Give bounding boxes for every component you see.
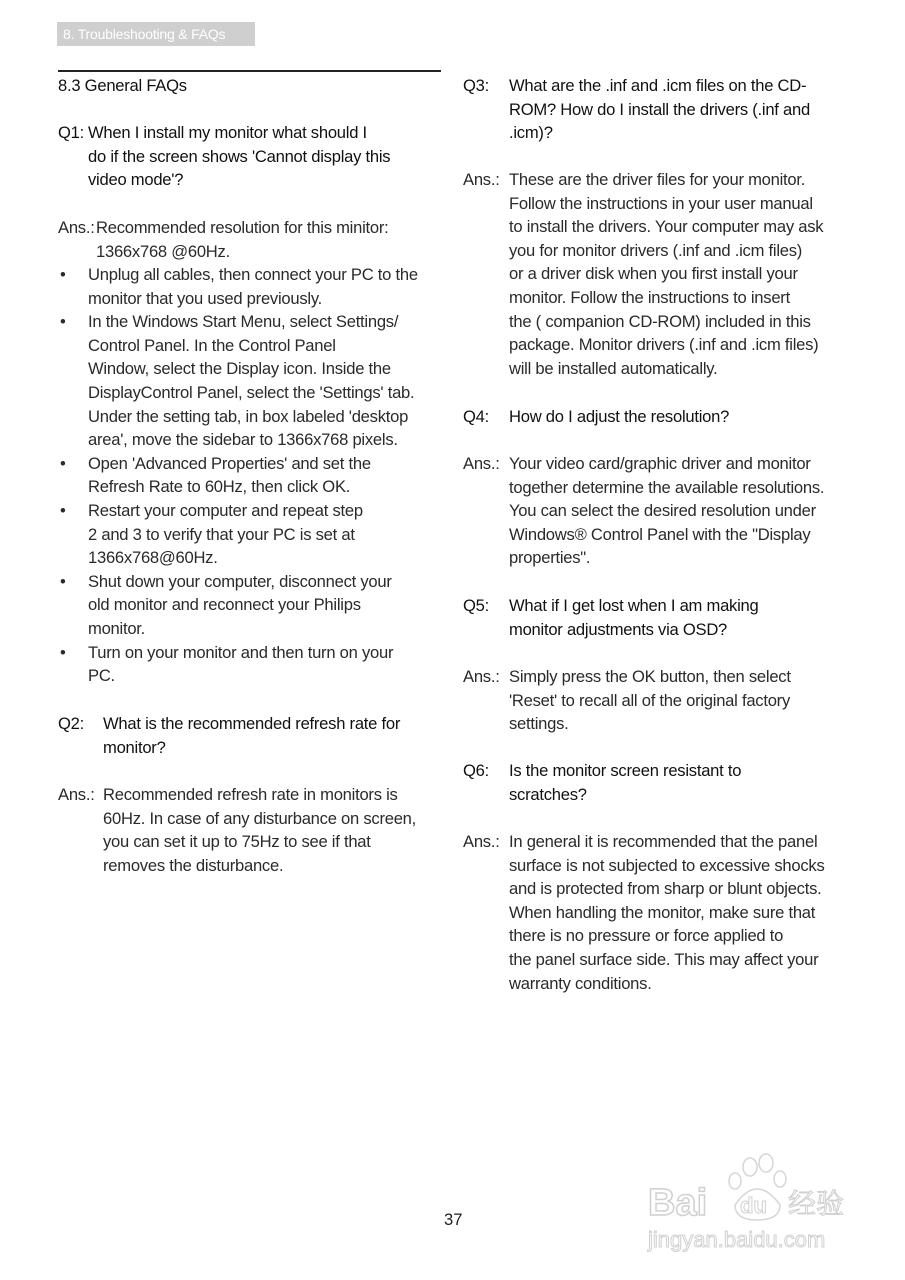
- heading-rule: [58, 70, 441, 72]
- a5-line: Simply press the OK button, then select: [509, 667, 791, 686]
- q3-label: Q3:: [463, 76, 489, 95]
- q2: [58, 712, 400, 759]
- bullet-line: Refresh Rate to 60Hz, then click OK.: [88, 477, 351, 497]
- bullet-icon: •: [60, 500, 66, 520]
- bullet-item: [60, 641, 418, 688]
- q3-line: .icm)?: [509, 123, 553, 143]
- q4-line: How do I adjust the resolution?: [509, 407, 730, 426]
- bullet-line: PC.: [88, 666, 115, 686]
- a3-label: Ans.:: [463, 170, 500, 189]
- q1-line: When I install my monitor what should I: [88, 123, 367, 142]
- a3-line: to install the drivers. Your computer may ask: [509, 217, 824, 237]
- a6: [463, 830, 825, 995]
- a3: [463, 168, 823, 380]
- svg-text:du: du: [740, 1193, 767, 1218]
- q6-line: Is the monitor screen resistant to: [509, 761, 742, 780]
- q3-line: What are the .inf and .icm files on the CD-: [509, 76, 807, 95]
- bullet-line: 2 and 3 to verify that your PC is set at: [88, 524, 355, 544]
- svg-text:Bai: Bai: [648, 1182, 708, 1224]
- a3-line: Follow the instructions in your user manual: [509, 193, 813, 213]
- a2-line: you can set it up to 75Hz to see if that: [103, 832, 371, 852]
- bullet-line: 1366x768@60Hz.: [88, 548, 218, 568]
- page-number: 37: [444, 1210, 463, 1229]
- a1-bullet-list: [60, 263, 418, 688]
- bullet-line: In the Windows Start Menu, select Settings/: [88, 312, 399, 332]
- bullet-line: monitor.: [88, 618, 146, 638]
- bullet-line: Turn on your monitor and then turn on your: [88, 642, 394, 662]
- a5-line: settings.: [509, 714, 569, 734]
- q4-label: Q4:: [463, 407, 489, 426]
- a5-label: Ans.:: [463, 667, 500, 686]
- a3-line: These are the driver files for your monitor.: [509, 170, 806, 189]
- q3-line: ROM? How do I install the drivers (.inf and: [509, 99, 810, 119]
- bullet-line: monitor that you used previously.: [88, 288, 323, 308]
- a4-line: together determine the available resolutions.: [509, 477, 825, 497]
- a2-line: removes the disturbance.: [103, 855, 284, 875]
- bullet-line: Restart your computer and repeat step: [88, 500, 363, 520]
- a3-line: monitor. Follow the instructions to insert: [509, 287, 790, 307]
- q5: [463, 594, 758, 641]
- a3-line: you for monitor drivers (.inf and .icm files): [509, 240, 803, 260]
- a1-line: 1366x768 @60Hz.: [96, 241, 230, 261]
- q1: [58, 121, 390, 192]
- bullet-item: [60, 310, 418, 452]
- bullet-item: [60, 452, 418, 499]
- q5-line: What if I get lost when I am making: [509, 596, 759, 615]
- a4-line: Windows® Control Panel with the "Display: [509, 524, 811, 544]
- q2-line: What is the recommended refresh rate for: [103, 714, 401, 733]
- a5-line: 'Reset' to recall all of the original factory: [509, 690, 791, 710]
- a6-line: surface is not subjected to excessive shocks: [509, 855, 825, 875]
- svg-text:经验: 经验: [788, 1187, 845, 1220]
- bullet-line: Window, select the Display icon. Inside the: [88, 359, 391, 379]
- bullet-icon: •: [60, 642, 66, 662]
- a2-line: Recommended refresh rate in monitors is: [103, 785, 398, 804]
- q2-label: Q2:: [58, 714, 84, 733]
- bullet-icon: •: [60, 312, 66, 332]
- q1-label: Q1:: [58, 123, 84, 142]
- a3-line: package. Monitor drivers (.inf and .icm files): [509, 335, 819, 355]
- a2: [58, 783, 416, 877]
- a6-line: and is protected from sharp or blunt objects.: [509, 879, 822, 899]
- a1-line: Recommended resolution for this minitor:: [96, 218, 389, 237]
- a3-line: or a driver disk when you first install your: [509, 264, 798, 284]
- bullet-line: Open 'Advanced Properties' and set the: [88, 453, 371, 473]
- q1-line: do if the screen shows 'Cannot display this: [88, 146, 391, 166]
- q1-line: video mode'?: [88, 170, 184, 190]
- q5-label: Q5:: [463, 596, 489, 615]
- section-tab: 8. Troubleshooting & FAQs: [57, 22, 255, 46]
- bullet-icon: •: [60, 453, 66, 473]
- a6-label: Ans.:: [463, 832, 500, 851]
- a1-label: Ans.:: [58, 218, 95, 237]
- bullet-line: Under the setting tab, in box labeled 'desktop: [88, 406, 409, 426]
- a3-line: will be installed automatically.: [509, 358, 718, 378]
- a6-line: the panel surface side. This may affect your: [509, 949, 819, 969]
- q4: [463, 405, 729, 429]
- a6-line: In general it is recommended that the panel: [509, 832, 818, 851]
- baidu-watermark-logo: [640, 1145, 860, 1265]
- q6-label: Q6:: [463, 761, 489, 780]
- bullet-line: Control Panel. In the Control Panel: [88, 335, 336, 355]
- q6: [463, 759, 741, 806]
- a2-label: Ans.:: [58, 785, 95, 804]
- q3: [463, 74, 810, 145]
- bullet-item: [60, 263, 418, 310]
- a3-line: the ( companion CD-ROM) included in this: [509, 311, 811, 331]
- a4-label: Ans.:: [463, 454, 500, 473]
- a4-line: Your video card/graphic driver and monitor: [509, 454, 811, 473]
- bullet-icon: •: [60, 571, 66, 591]
- bullet-line: Unplug all cables, then connect your PC to the: [88, 265, 418, 284]
- bullet-line: DisplayControl Panel, select the 'Settings' tab.: [88, 382, 415, 402]
- a4-line: properties".: [509, 548, 591, 568]
- bullet-line: area', move the sidebar to 1366x768 pixels.: [88, 430, 398, 450]
- q6-line: scratches?: [509, 784, 587, 804]
- bullet-item: [60, 499, 418, 570]
- a4: [463, 452, 824, 570]
- a5: [463, 665, 791, 736]
- a2-line: 60Hz. In case of any disturbance on screen,: [103, 808, 417, 828]
- a1: [58, 216, 389, 263]
- bullet-line: Shut down your computer, disconnect your: [88, 571, 392, 591]
- section-heading: 8.3 General FAQs: [58, 76, 187, 95]
- svg-text:jingyan.baidu.com: jingyan.baidu.com: [648, 1227, 826, 1252]
- bullet-icon: •: [60, 265, 66, 284]
- a4-line: You can select the desired resolution under: [509, 501, 816, 521]
- q2-line: monitor?: [103, 737, 166, 757]
- a6-line: When handling the monitor, make sure that: [509, 902, 816, 922]
- a6-line: warranty conditions.: [509, 973, 652, 993]
- bullet-line: old monitor and reconnect your Philips: [88, 595, 361, 615]
- a6-line: there is no pressure or force applied to: [509, 926, 784, 946]
- bullet-item: [60, 570, 418, 641]
- q5-line: monitor adjustments via OSD?: [509, 619, 728, 639]
